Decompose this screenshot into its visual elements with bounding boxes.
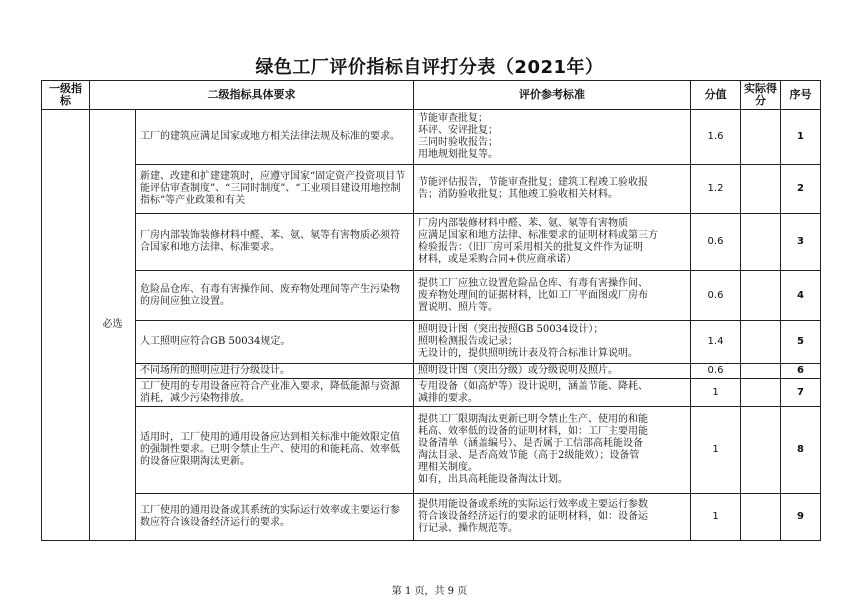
criteria-line: 检验报告：（旧厂房可采用相关的批复文件作为证明 xyxy=(418,242,643,253)
seq-cell: 7 xyxy=(781,379,821,407)
header-row xyxy=(42,81,821,110)
score-cell: 1.2 xyxy=(691,165,741,214)
table-row xyxy=(42,110,821,165)
criteria-line: 照明设计图（突出分级）或分级说明及照片。 xyxy=(418,365,618,376)
criteria-cell xyxy=(414,407,691,494)
actual-score-cell[interactable] xyxy=(741,214,781,271)
requirement-cell: 工厂使用的通用设备或其系统的实际运行效率或主要运行参数应符合该设备经济运行的要求。 xyxy=(136,494,414,541)
score-cell: 1 xyxy=(691,407,741,494)
seq-cell: 1 xyxy=(781,110,821,165)
criteria-line: 专用设备（如高炉等）设计说明，涵盖节能、降耗、 xyxy=(418,380,648,392)
criteria-line: 三同时验收报告； xyxy=(418,137,498,148)
criteria-line: 耗高、效率低的设备的证明材料，如：工厂主要用能 xyxy=(418,426,648,437)
category-cell: 必选 xyxy=(90,110,136,541)
criteria-line: 节能审查批复； xyxy=(418,113,488,124)
criteria-line: 材料，或是采购合同+供应商承诺） xyxy=(418,254,577,265)
level1-cell xyxy=(42,110,90,541)
criteria-cell xyxy=(414,271,691,321)
criteria-line: 行记录、操作规范等。 xyxy=(418,523,518,534)
criteria-cell xyxy=(414,364,691,379)
requirement-cell: 工厂的建筑应满足国家或地方相关法律法规及标准的要求。 xyxy=(136,110,414,165)
requirement-cell: 危险品仓库、有毒有害操作间、废弃物处理间等产生污染物的房间应独立设置。 xyxy=(136,271,414,321)
criteria-line: 照明检测报告或记录； xyxy=(418,336,518,347)
criteria-line: 废弃物处理间的证据材料，比如工厂平面图或厂房布 xyxy=(418,289,648,301)
header-requirement: 二级指标具体要求 xyxy=(90,81,414,110)
table-row xyxy=(42,379,821,407)
requirement-cell: 适用时，工厂使用的通用设备应达到相关标准中能效限定值的强制性要求。已明令禁止生产、使用的和能耗高、效率低的设备应限期淘汰更新。 xyxy=(136,407,414,494)
criteria-cell xyxy=(414,214,691,271)
score-table xyxy=(41,80,821,541)
score-cell: 0.6 xyxy=(691,214,741,271)
criteria-line: 淘汰目录、是否高效节能（高于2级能效）；设备管 xyxy=(418,450,640,461)
criteria-line: 置说明、照片等。 xyxy=(418,301,498,313)
criteria-cell xyxy=(414,321,691,364)
criteria-line: 环评、安评批复； xyxy=(418,125,498,136)
score-cell: 1.4 xyxy=(691,321,741,364)
seq-cell: 9 xyxy=(781,494,821,541)
seq-cell: 8 xyxy=(781,407,821,494)
requirement-cell: 不同场所的照明应进行分级设计。 xyxy=(136,364,414,379)
criteria-line: 用地规划批复等。 xyxy=(418,149,498,160)
seq-cell: 3 xyxy=(781,214,821,271)
seq-cell: 5 xyxy=(781,321,821,364)
requirement-cell: 工厂使用的专用设备应符合产业准入要求，降低能源与资源消耗，减少污染物排放。 xyxy=(136,379,414,407)
actual-score-cell[interactable] xyxy=(741,321,781,364)
table-row xyxy=(42,494,821,541)
criteria-line: 减排的要求。 xyxy=(418,392,478,404)
criteria-line: 理相关制度。 xyxy=(418,462,478,473)
header-level1: 一级指标 xyxy=(42,81,90,110)
actual-score-cell[interactable] xyxy=(741,165,781,214)
criteria-line: 提供用能设备或系统的实际运行效率或主要运行参数 xyxy=(418,499,648,510)
seq-cell: 2 xyxy=(781,165,821,214)
criteria-line: 告；消防验收批复；其他竣工验收相关材料。 xyxy=(418,189,618,200)
criteria-line: 提供工厂限期淘汰更新已明令禁止生产、使用的和能 xyxy=(418,414,648,425)
seq-cell: 6 xyxy=(781,364,821,379)
criteria-line: 提供工厂应独立设置危险品仓库、有毒有害操作间、 xyxy=(418,277,648,289)
header-score: 分值 xyxy=(691,81,741,110)
score-cell: 1 xyxy=(691,379,741,407)
criteria-line: 设备清单（涵盖编号）、是否属于工信部高耗能设备 xyxy=(418,438,643,449)
requirement-cell: 新建、改建和扩建建筑时，应遵守国家“固定资产投资项目节能评估审查制度”、“三同时制度”、“工业项目建设用地控制指标”等产业政策和有关 xyxy=(136,165,414,214)
score-cell: 1 xyxy=(691,494,741,541)
table-row xyxy=(42,214,821,271)
score-cell: 0.6 xyxy=(691,364,741,379)
header-seq: 序号 xyxy=(781,81,821,110)
criteria-line: 应满足国家和地方法律、标准要求的证明材料或第三方 xyxy=(418,230,658,241)
page-title: 绿色工厂评价指标自评打分表（2021年） xyxy=(255,57,604,78)
criteria-line: 节能评估报告，节能审查批复；建筑工程竣工验收报 xyxy=(418,177,648,188)
header-criteria: 评价参考标准 xyxy=(414,81,691,110)
seq-cell: 4 xyxy=(781,271,821,321)
table-row xyxy=(42,364,821,379)
table-row xyxy=(42,271,821,321)
table-row xyxy=(42,407,821,494)
requirement-cell: 人工照明应符合GB 50034规定。 xyxy=(136,321,414,364)
table-row xyxy=(42,165,821,214)
score-cell: 0.6 xyxy=(691,271,741,321)
criteria-cell xyxy=(414,110,691,165)
header-actual: 实际得分 xyxy=(741,81,781,110)
criteria-line: 厂房内部装修材料中醛、苯、氨、氡等有害物质 xyxy=(418,218,628,229)
criteria-line: 如有，出具高耗能设备淘汰计划。 xyxy=(418,474,568,485)
score-cell: 1.6 xyxy=(691,110,741,165)
actual-score-cell[interactable] xyxy=(741,110,781,165)
actual-score-cell[interactable] xyxy=(741,271,781,321)
criteria-line: 无设计的，提供照明统计表及符合标准计算说明。 xyxy=(418,348,638,359)
criteria-cell xyxy=(414,165,691,214)
criteria-cell xyxy=(414,379,691,407)
criteria-line: 符合该设备经济运行的要求的证明材料，如：设备运 xyxy=(418,511,648,522)
actual-score-cell[interactable] xyxy=(741,379,781,407)
page-footer: 第 1 页，共 9 页 xyxy=(391,586,468,597)
criteria-cell xyxy=(414,494,691,541)
requirement-cell: 厂房内部装饰装修材料中醛、苯、氨、氡等有害物质必须符合国家和地方法律、标准要求。 xyxy=(136,214,414,271)
table-row xyxy=(42,321,821,364)
actual-score-cell[interactable] xyxy=(741,407,781,494)
actual-score-cell[interactable] xyxy=(741,364,781,379)
criteria-line: 照明设计图（突出按照GB 50034设计）； xyxy=(418,324,604,335)
actual-score-cell[interactable] xyxy=(741,494,781,541)
